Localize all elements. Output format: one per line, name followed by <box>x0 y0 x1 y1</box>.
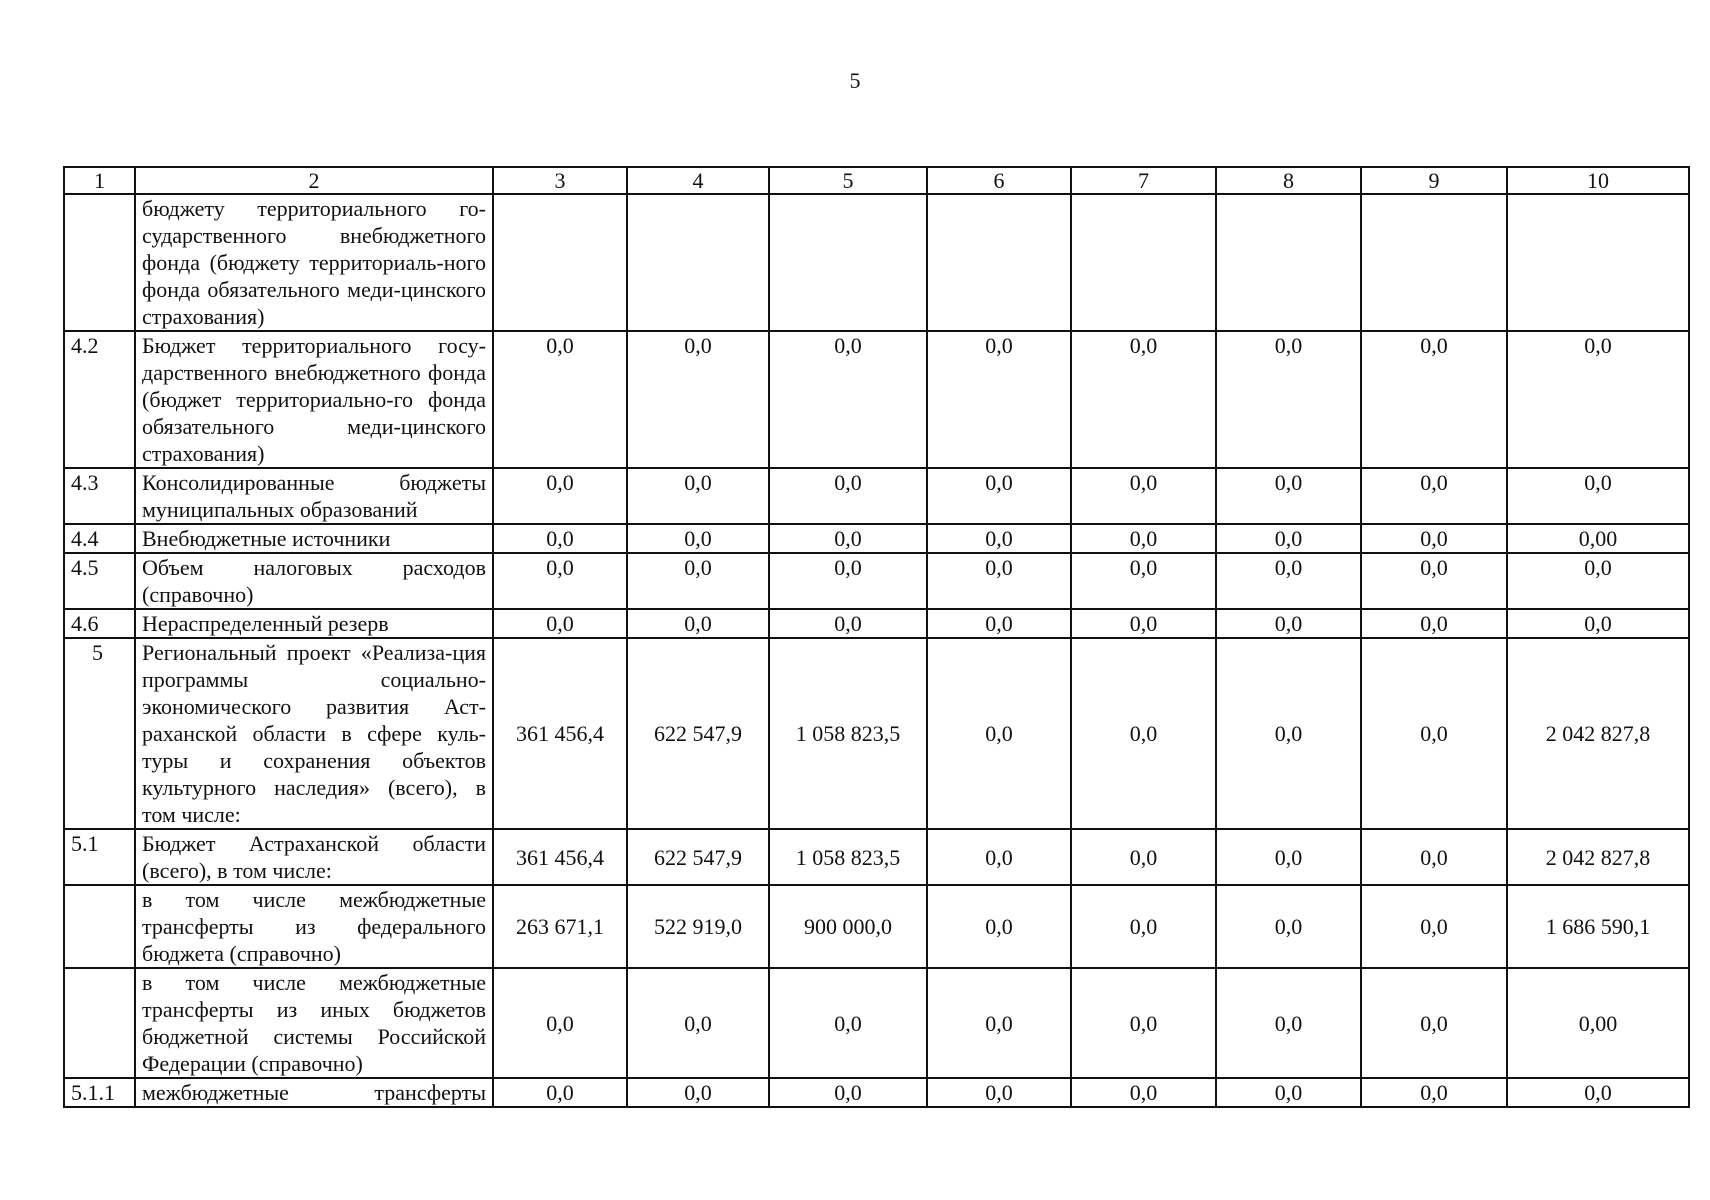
table-row <box>64 524 1689 553</box>
value-cell-col-6: 0,0 <box>927 468 1071 524</box>
value-cell-col-8: 0,0 <box>1216 468 1361 524</box>
value-cell-col-9: 0,0 <box>1361 829 1507 885</box>
value-cell-col-5: 0,0 <box>769 1078 927 1107</box>
table-body <box>64 194 1689 1107</box>
value-cell-col-9 <box>1361 194 1507 331</box>
value-cell-col-7: 0,0 <box>1071 468 1216 524</box>
value-cell-col-4: 0,0 <box>627 553 769 609</box>
value-cell-col-5: 1 058 823,5 <box>769 829 927 885</box>
row-label-cell: Бюджет Астраханской области (всего), в том числе: <box>135 829 493 885</box>
row-number-cell: 4.3 <box>64 468 135 524</box>
value-cell-col-8: 0,0 <box>1216 1078 1361 1107</box>
value-cell-col-9: 0,0 <box>1361 968 1507 1078</box>
value-cell-col-3: 0,0 <box>493 1078 627 1107</box>
value-cell-col-5: 900 000,0 <box>769 885 927 968</box>
value-cell-col-10: 0,0 <box>1507 331 1689 468</box>
row-label-cell: Бюджет территориального госу-дарственного внебюджетного фонда (бюджет территориально-го фонда обязательного меди-цинского страхования) <box>135 331 493 468</box>
value-cell-col-7: 0,0 <box>1071 968 1216 1078</box>
row-number-cell: 4.5 <box>64 553 135 609</box>
value-cell-col-10: 2 042 827,8 <box>1507 638 1689 829</box>
value-cell-col-7 <box>1071 194 1216 331</box>
column-header-2: 2 <box>135 167 493 194</box>
value-cell-col-7: 0,0 <box>1071 524 1216 553</box>
value-cell-col-10: 0,0 <box>1507 553 1689 609</box>
value-cell-col-3 <box>493 194 627 331</box>
value-cell-col-3: 0,0 <box>493 553 627 609</box>
value-cell-col-8: 0,0 <box>1216 885 1361 968</box>
column-header-5: 5 <box>769 167 927 194</box>
table-row <box>64 638 1689 829</box>
table-row <box>64 553 1689 609</box>
value-cell-col-10: 0,0 <box>1507 468 1689 524</box>
value-cell-col-9: 0,0 <box>1361 331 1507 468</box>
value-cell-col-7: 0,0 <box>1071 609 1216 638</box>
value-cell-col-5: 1 058 823,5 <box>769 638 927 829</box>
value-cell-col-3: 0,0 <box>493 609 627 638</box>
value-cell-col-6 <box>927 194 1071 331</box>
value-cell-col-6: 0,0 <box>927 638 1071 829</box>
row-label-cell: Внебюджетные источники <box>135 524 493 553</box>
value-cell-col-10 <box>1507 194 1689 331</box>
page-number: 5 <box>849 68 861 93</box>
value-cell-col-9: 0,0 <box>1361 553 1507 609</box>
value-cell-col-7: 0,0 <box>1071 638 1216 829</box>
column-header-8: 8 <box>1216 167 1361 194</box>
row-number-cell: 5.1.1 <box>64 1078 135 1107</box>
value-cell-col-8: 0,0 <box>1216 609 1361 638</box>
row-number-cell: 4.2 <box>64 331 135 468</box>
row-number-cell: 4.4 <box>64 524 135 553</box>
value-cell-col-10: 0,00 <box>1507 524 1689 553</box>
value-cell-col-4: 0,0 <box>627 468 769 524</box>
value-cell-col-7: 0,0 <box>1071 553 1216 609</box>
value-cell-col-6: 0,0 <box>927 524 1071 553</box>
value-cell-col-8: 0,0 <box>1216 638 1361 829</box>
value-cell-col-6: 0,0 <box>927 609 1071 638</box>
budget-table <box>63 166 1690 1108</box>
value-cell-col-4: 0,0 <box>627 609 769 638</box>
value-cell-col-10: 2 042 827,8 <box>1507 829 1689 885</box>
column-header-6: 6 <box>927 167 1071 194</box>
table-row <box>64 1078 1689 1107</box>
value-cell-col-5 <box>769 194 927 331</box>
row-number-cell: 5 <box>64 638 135 829</box>
row-label-cell: Объем налоговых расходов (справочно) <box>135 553 493 609</box>
value-cell-col-9: 0,0 <box>1361 1078 1507 1107</box>
table-row <box>64 609 1689 638</box>
column-header-7: 7 <box>1071 167 1216 194</box>
table-row <box>64 885 1689 968</box>
value-cell-col-9: 0,0 <box>1361 609 1507 638</box>
value-cell-col-6: 0,0 <box>927 829 1071 885</box>
value-cell-col-7: 0,0 <box>1071 885 1216 968</box>
value-cell-col-3: 361 456,4 <box>493 638 627 829</box>
table-row <box>64 194 1689 331</box>
row-label-cell: в том числе межбюджетные трансферты из иных бюджетов бюджетной системы Российской Федерации (справочно) <box>135 968 493 1078</box>
row-label-cell: бюджету территориального го-сударственного внебюджетного фонда (бюджету территориаль-ного фонда обязательного меди-цинского страхования) <box>135 194 493 331</box>
value-cell-col-7: 0,0 <box>1071 1078 1216 1107</box>
value-cell-col-4: 622 547,9 <box>627 829 769 885</box>
budget-table-container <box>63 166 1688 1108</box>
value-cell-col-5: 0,0 <box>769 609 927 638</box>
row-label-cell: в том числе межбюджетные трансферты из федерального бюджета (справочно) <box>135 885 493 968</box>
value-cell-col-9: 0,0 <box>1361 885 1507 968</box>
value-cell-col-8: 0,0 <box>1216 968 1361 1078</box>
value-cell-col-4: 0,0 <box>627 1078 769 1107</box>
value-cell-col-4 <box>627 194 769 331</box>
value-cell-col-5: 0,0 <box>769 331 927 468</box>
row-number-cell <box>64 885 135 968</box>
header-row <box>64 167 1689 194</box>
value-cell-col-3: 0,0 <box>493 968 627 1078</box>
row-label-cell: Нераспределенный резерв <box>135 609 493 638</box>
value-cell-col-8: 0,0 <box>1216 829 1361 885</box>
table-row <box>64 829 1689 885</box>
column-header-3: 3 <box>493 167 627 194</box>
value-cell-col-6: 0,0 <box>927 885 1071 968</box>
value-cell-col-3: 0,0 <box>493 468 627 524</box>
value-cell-col-6: 0,0 <box>927 553 1071 609</box>
value-cell-col-8: 0,0 <box>1216 331 1361 468</box>
value-cell-col-7: 0,0 <box>1071 829 1216 885</box>
row-label-cell: межбюджетные трансферты <box>135 1078 493 1107</box>
row-number-cell: 5.1 <box>64 829 135 885</box>
column-header-9: 9 <box>1361 167 1507 194</box>
value-cell-col-9: 0,0 <box>1361 468 1507 524</box>
column-header-10: 10 <box>1507 167 1689 194</box>
row-label-cell: Региональный проект «Реализа-ция программы социально-экономического развития Аст-раханской области в сфере куль-туры и сохранения объектов культурного наследия» (всего), в том числе: <box>135 638 493 829</box>
table-row <box>64 331 1689 468</box>
value-cell-col-4: 0,0 <box>627 524 769 553</box>
value-cell-col-4: 522 919,0 <box>627 885 769 968</box>
value-cell-col-3: 361 456,4 <box>493 829 627 885</box>
value-cell-col-4: 0,0 <box>627 331 769 468</box>
table-row <box>64 968 1689 1078</box>
value-cell-col-4: 0,0 <box>627 968 769 1078</box>
table-header <box>64 167 1689 194</box>
row-number-cell <box>64 194 135 331</box>
value-cell-col-5: 0,0 <box>769 468 927 524</box>
value-cell-col-10: 0,00 <box>1507 968 1689 1078</box>
value-cell-col-3: 0,0 <box>493 331 627 468</box>
value-cell-col-9: 0,0 <box>1361 524 1507 553</box>
column-header-4: 4 <box>627 167 769 194</box>
table-row <box>64 468 1689 524</box>
value-cell-col-10: 0,0 <box>1507 1078 1689 1107</box>
value-cell-col-7: 0,0 <box>1071 331 1216 468</box>
value-cell-col-3: 263 671,1 <box>493 885 627 968</box>
value-cell-col-5: 0,0 <box>769 524 927 553</box>
row-number-cell <box>64 968 135 1078</box>
value-cell-col-4: 622 547,9 <box>627 638 769 829</box>
value-cell-col-6: 0,0 <box>927 1078 1071 1107</box>
value-cell-col-5: 0,0 <box>769 968 927 1078</box>
value-cell-col-9: 0,0 <box>1361 638 1507 829</box>
value-cell-col-6: 0,0 <box>927 968 1071 1078</box>
value-cell-col-8: 0,0 <box>1216 524 1361 553</box>
value-cell-col-10: 0,0 <box>1507 609 1689 638</box>
value-cell-col-3: 0,0 <box>493 524 627 553</box>
row-label-cell: Консолидированные бюджеты муниципальных образований <box>135 468 493 524</box>
column-header-1: 1 <box>64 167 135 194</box>
value-cell-col-5: 0,0 <box>769 553 927 609</box>
value-cell-col-6: 0,0 <box>927 331 1071 468</box>
value-cell-col-8 <box>1216 194 1361 331</box>
value-cell-col-8: 0,0 <box>1216 553 1361 609</box>
row-number-cell: 4.6 <box>64 609 135 638</box>
value-cell-col-10: 1 686 590,1 <box>1507 885 1689 968</box>
